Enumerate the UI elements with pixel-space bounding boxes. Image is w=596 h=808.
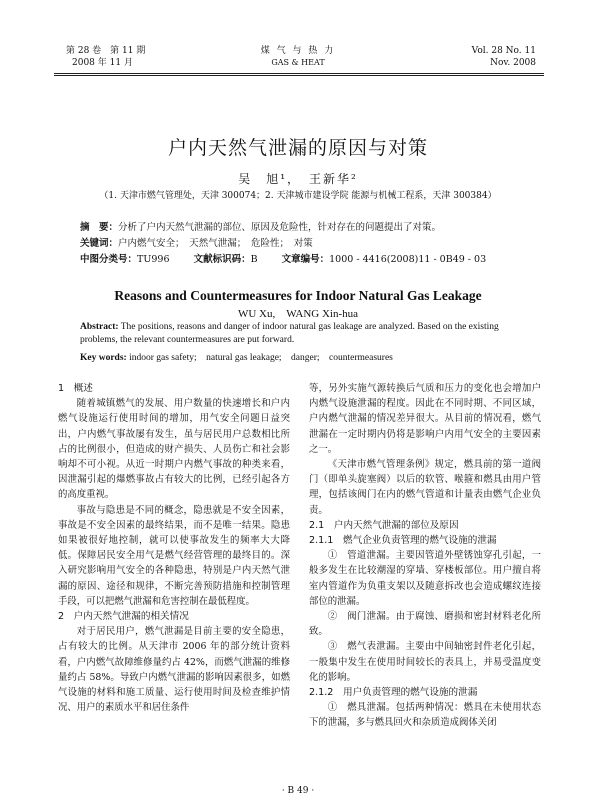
article-title: 户内天然气泄漏的原因与对策 (167, 137, 428, 159)
abstract-text: 分析了户内天然气泄漏的部位、原因及危险性，针对存在的问题提出了对策。 (118, 222, 442, 233)
section-2-1-heading: 2.1 户内天然气泄漏的部位及原因 (309, 519, 459, 531)
section-2-heading: 2 户内天然气泄漏的相关情况 (58, 611, 189, 623)
header-rule (54, 73, 544, 74)
issue-date-en: Nov. 2008 (490, 58, 536, 68)
list-item-valve-leak: ② 阀门泄漏。由于腐蚀、磨损和密封材料老化所致。 (309, 611, 541, 638)
section-1-heading: 1 概述 (58, 383, 93, 394)
doc-code: B (250, 254, 258, 265)
clc-label: 中图分类号： (80, 254, 138, 265)
keywords-label: 关键词： (80, 238, 119, 249)
english-title: Reasons and Countermeasures for Indoor Natural Gas Leakage (114, 288, 482, 303)
english-abstract-label: Abstract: (80, 322, 119, 332)
doc-code-label: 文献标识码： (193, 254, 251, 265)
english-keywords-label: Key words: (80, 353, 127, 363)
section-2-paragraph-1-cont: 等，另外实施气源转换后气质和压力的变化也会增加户内燃气设施泄漏的程度。因此在不同时期、不同区域，户内燃气泄漏的情况差异很大。从目前的情况看，燃气泄漏在一定时期内仍将是影响户内用气安全的主要因素之一。 (309, 383, 541, 455)
journal-volume-info-en (472, 45, 536, 69)
english-keywords-text: indoor gas safety; natural gas leakage; danger; countermeasures (129, 353, 393, 363)
journal-name-en: GAS & HEAT (271, 58, 325, 67)
english-abstract-text: The positions, reasons and danger of indoor natural gas leakage are analyzed. Based on the existing problems, the relevant countermeasures are put forward. (80, 322, 499, 345)
section-1-paragraph-1: 随着城镇燃气的发展、用户数量的快速增长和户内燃气设施运行使用时间的增加，用气安全问题日益突出，户内燃气事故屡有发生，虽与居民用户总数相比所占的比例很小，但造成的财产损失、人员伤亡和社会影响却不可小视。从近一时期户内燃气事故的种类来看，因泄漏引起的爆燃事故占有较大的比例，已经引起各方的高度重视。 (58, 398, 290, 501)
section-1-paragraph-2: 事故与隐患是不同的概念，隐患就是不安全因素，事故是不安全因素的最终结果，而不是唯一结果。隐患如果被很好地控制，就可以使事故发生的频率大大降低。保障居民安全用气是燃气经营管理的最终目的。深入研究影响用气安全的各种隐患，特别是户内天然气泄漏的原因、途径和规律，不断完善预防措施和控制管理手段，可以把燃气泄漏和危害控制在最低程度。 (58, 504, 290, 607)
clc-code: TU996 (137, 254, 170, 265)
english-keywords (80, 352, 520, 365)
volume-issue-en: Vol. 28 No. 11 (471, 46, 536, 56)
section-2-1-1-heading: 2.1.1 燃气企业负责管理的燃气设施的泄漏 (309, 535, 497, 547)
classification-line (80, 253, 520, 267)
journal-name-cn: 煤 气 与 热 力 (260, 46, 336, 56)
keywords-cn (80, 237, 520, 251)
list-item-appliance-leak: ① 燃具泄漏。包括两种情况：燃具在未使用状态下的泄漏，多与燃具回火和杂质造成阀体关闭 (309, 702, 541, 729)
section-2-1-2-heading: 2.1.2 用户负责管理的燃气设施的泄漏 (309, 687, 478, 699)
section-2-paragraph-1: 对于居民用户，燃气泄漏是目前主要的安全隐患，占有较大的比例。从天津市 2006 年的部分统计资料看，户内燃气故障维修量约占 42%，而燃气泄漏的维修量约占 58%。导致户内燃气泄漏的影响因素很多，如燃气设施的材料和施工质量、运行使用时间及检查维护情况、用户的素质水平和居住条件 (58, 626, 290, 714)
right-column (309, 381, 541, 731)
english-abstract (80, 321, 520, 347)
left-column (58, 381, 290, 715)
issue-date: 2008 年 11 月 (72, 58, 133, 68)
volume-issue: 第 28 卷 第 11 期 (66, 46, 146, 56)
section-2-paragraph-2: 《天津市燃气管理条例》规定，燃具前的第一道阀门（即单头旋塞阀）以后的软管、喉箍和燃具由用户管理，包括该阀门在内的燃气管道和计量表由燃气企业负责。 (309, 459, 541, 516)
header-rule-secondary (54, 75, 544, 76)
keywords-text: 户内燃气安全； 天然气泄漏； 危险性； 对策 (118, 238, 313, 249)
page-number: · B 49 · (281, 786, 315, 796)
list-item-pipe-leak: ① 管道泄漏。主要因管道外壁锈蚀穿孔引起，一般多发生在比较潮湿的穿墙、穿楼板部位。用户擅自将室内管道作为负重支架以及随意拆改也会造成螺纹连接部位的泄漏。 (309, 550, 541, 607)
abstract-label: 摘 要： (80, 222, 119, 233)
affiliations: （1. 天津市燃气管理处，天津 300074；2. 天津城市建设学院 能源与机械工程系，天津 300384） (99, 191, 497, 201)
list-item-meter-leak: ③ 燃气表泄漏。主要由中间轴密封件老化引起，一般集中发生在使用时间较长的表具上，并易受温度变化的影响。 (309, 641, 541, 683)
english-authors: WU Xu, WANG Xin-hua (237, 308, 359, 320)
article-no-label: 文章编号： (281, 254, 330, 265)
authors: 吴 旭¹， 王新华² (238, 172, 358, 186)
abstract-cn (80, 221, 520, 235)
article-no: 1000 - 4416(2008)11 - 0B49 - 03 (329, 254, 487, 265)
